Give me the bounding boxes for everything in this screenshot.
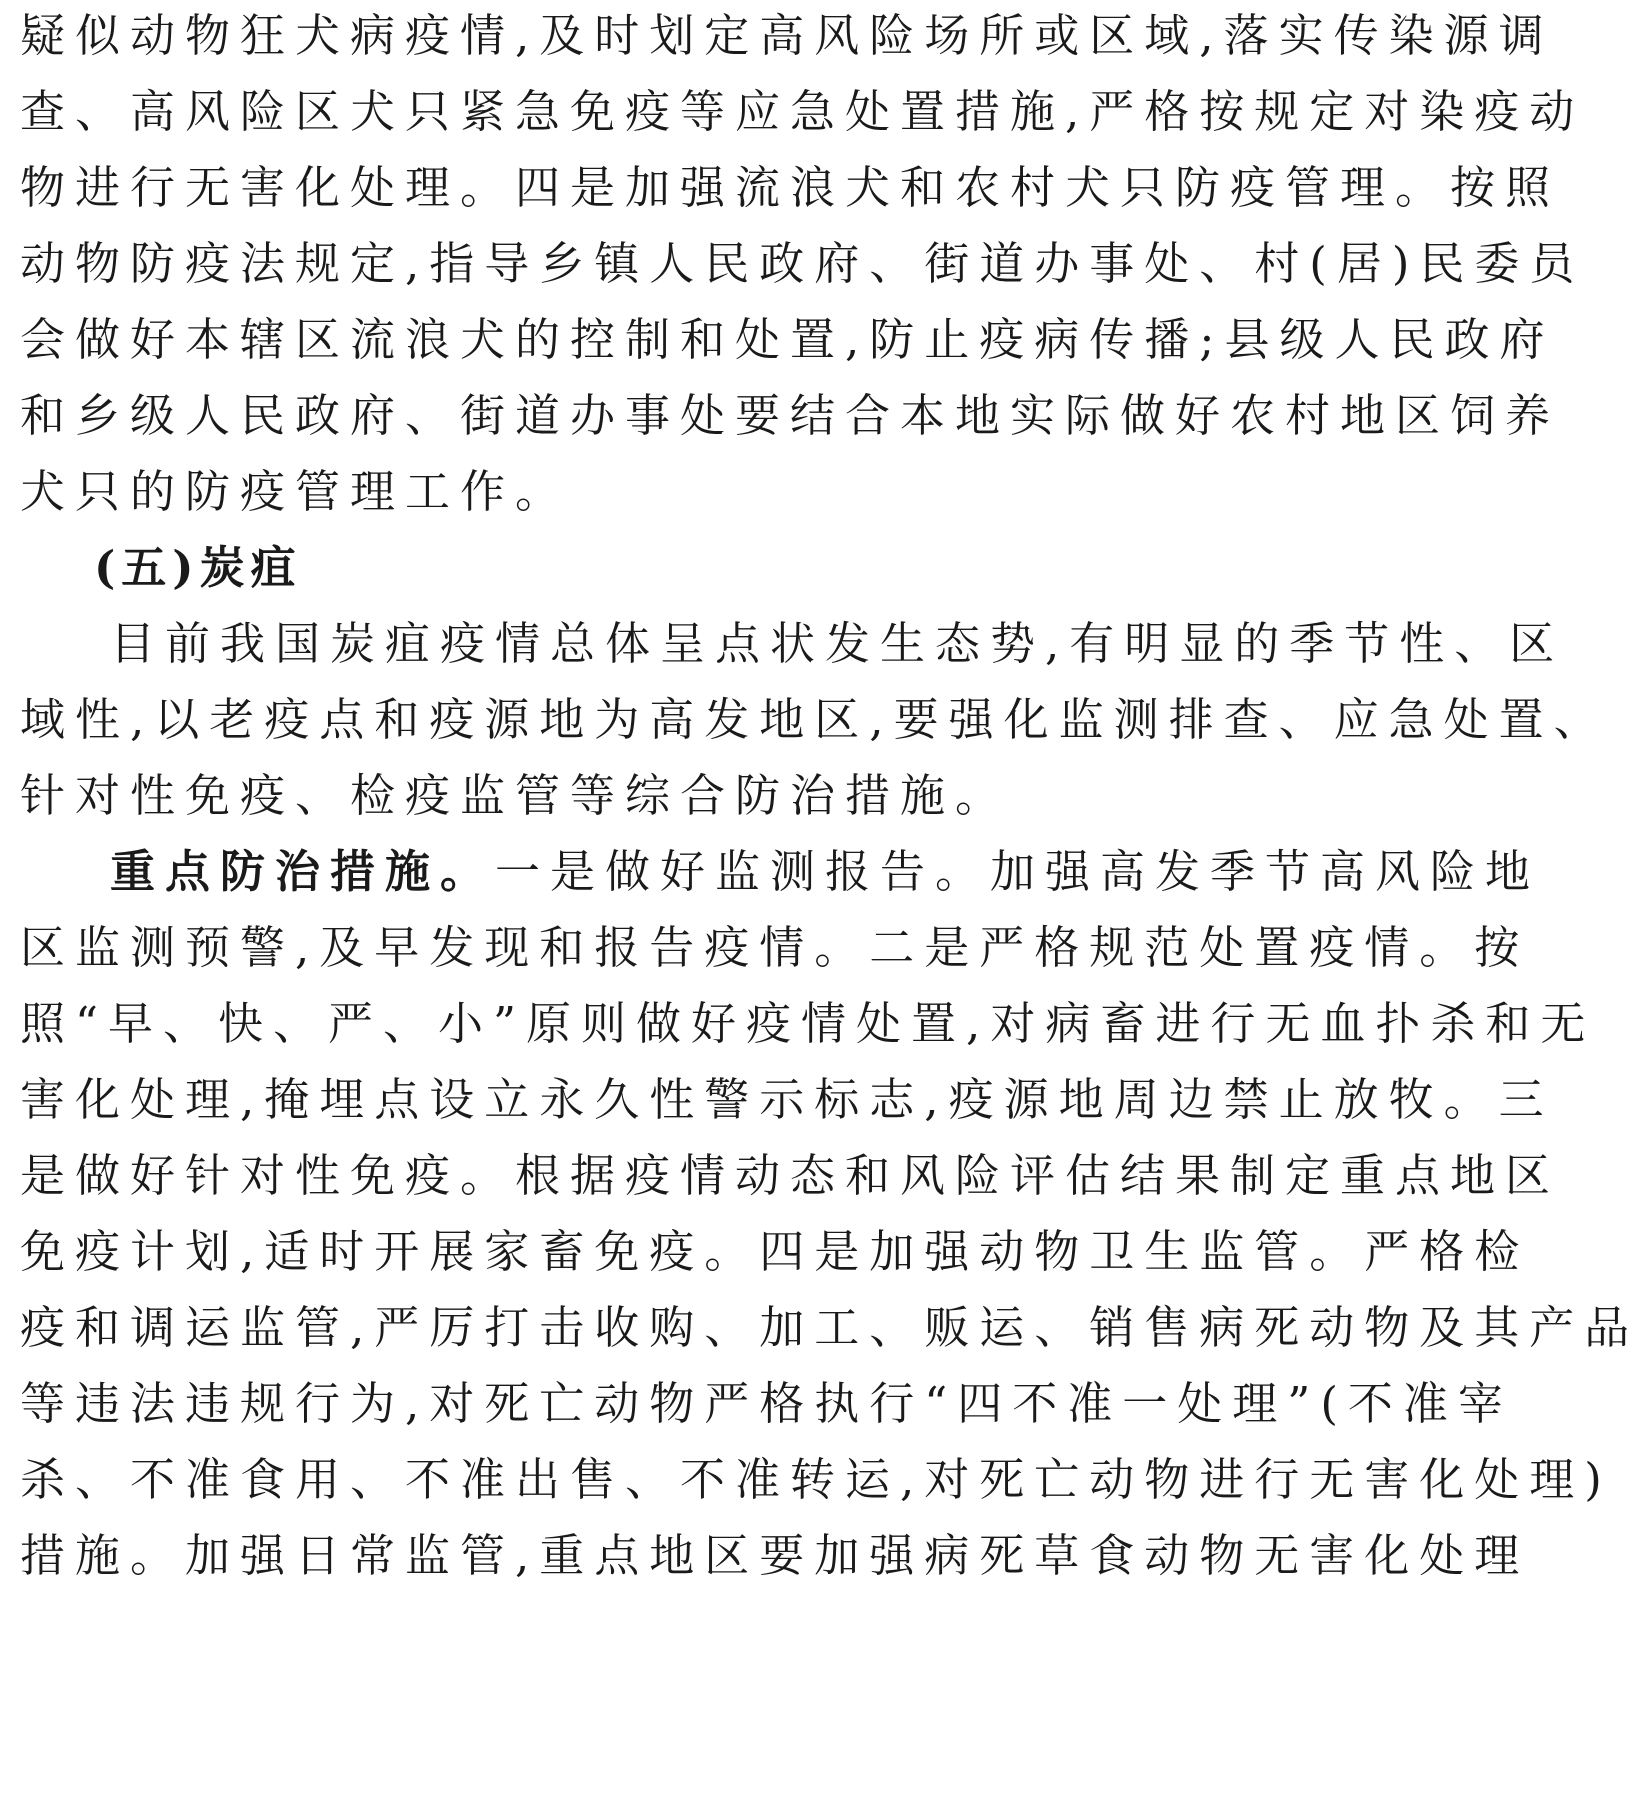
para3-line-7: 疫和调运监管,严厉打击收购、加工、贩运、销售病死动物及其产品 [20,1301,1639,1354]
para3-first-line-rest: 一是做好监测报告。加强高发季节高风险地 [495,845,1541,898]
para3-line-4: 害化处理,掩埋点设立永久性警示标志,疫源地周边禁止放牧。三 [20,1073,1554,1126]
para1-line-6: 和乡级人民政府、街道办事处要结合本地实际做好农村地区饲养 [20,389,1561,442]
para2-line-3: 针对性免疫、检疫监管等综合防治措施。 [20,769,1011,822]
para2-line-2: 域性,以老疫点和疫源地为高发地区,要强化监测排查、应急处置、 [20,693,1609,746]
para3-line-1 [110,840,1541,904]
para1-line-2: 查、高风险区犬只紧急免疫等应急处置措施,严格按规定对染疫动 [20,85,1585,138]
para1-line-5: 会做好本辖区流浪犬的控制和处置,防止疫病传播;县级人民政府 [20,313,1555,366]
para3-line-8: 等违法违规行为,对死亡动物严格执行“四不准一处理”(不准宰 [20,1377,1513,1430]
section-heading: (五)炭疽 [94,541,302,594]
para1-line-3: 物进行无害化处理。四是加强流浪犬和农村犬只防疫管理。按照 [20,161,1561,214]
para3-line-10: 措施。加强日常监管,重点地区要加强病死草食动物无害化处理 [20,1529,1530,1582]
para3-lead-bold: 重点防治措施。 [110,845,496,898]
para1-line-4: 动物防疫法规定,指导乡镇人民政府、街道办事处、村(居)民委员 [20,237,1585,290]
para3-line-3: 照“早、快、严、小”原则做好疫情处置,对病畜进行无血扑杀和无 [20,997,1596,1050]
para3-line-6: 免疫计划,适时开展家畜免疫。四是加强动物卫生监管。严格检 [20,1225,1530,1278]
para3-line-9: 杀、不准食用、不准出售、不准转运,对死亡动物进行无害化处理) [20,1453,1612,1506]
para3-line-5: 是做好针对性免疫。根据疫情动态和风险评估结果制定重点地区 [20,1149,1561,1202]
para3-line-2: 区监测预警,及早发现和报告疫情。二是严格规范处置疫情。按 [20,921,1530,974]
para1-line-1: 疑似动物狂犬病疫情,及时划定高风险场所或区域,落实传染源调 [20,9,1554,62]
para2-line-1: 目前我国炭疽疫情总体呈点状发生态势,有明显的季节性、区 [110,617,1565,670]
para1-line-7: 犬只的防疫管理工作。 [20,465,571,518]
